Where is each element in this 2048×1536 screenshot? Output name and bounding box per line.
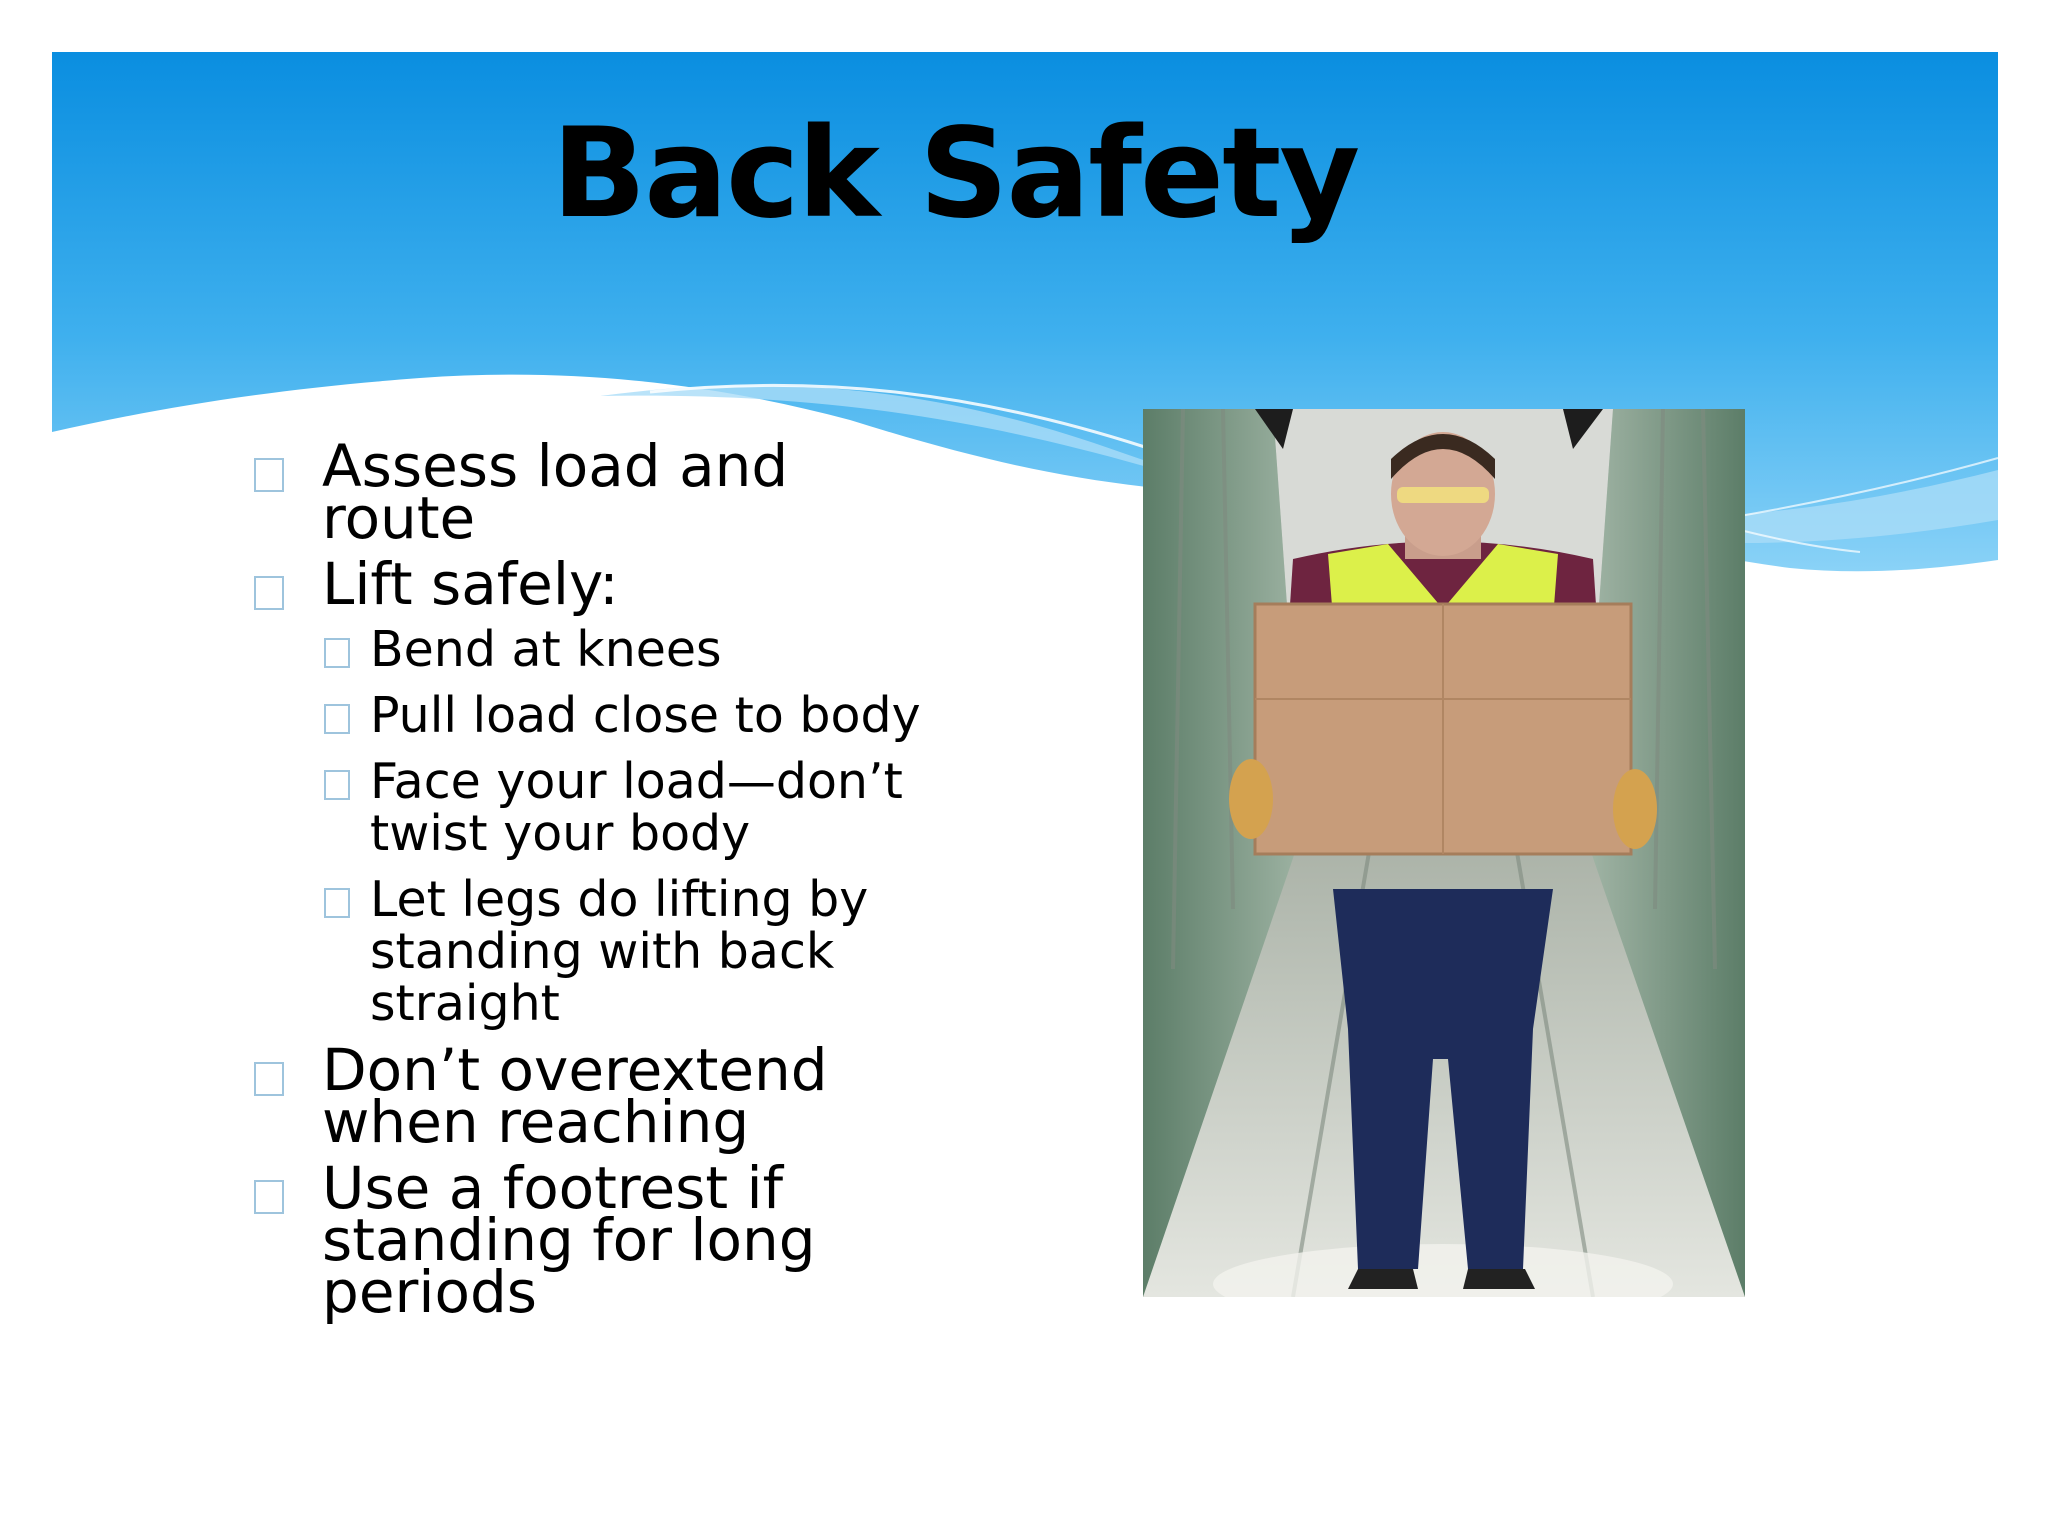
bullet-text: Don’t overextend when reaching: [322, 1036, 828, 1156]
worker-lifting-box-photo: [1143, 409, 1745, 1297]
bullet-item: [250, 432, 950, 552]
sub-bullet-item: [250, 621, 950, 678]
bullet-text: Lift safely:: [322, 550, 619, 618]
bullet-text: Let legs do lifting by standing with back straight: [370, 871, 869, 1032]
bullet-item: [250, 1036, 950, 1156]
slide-title: Back Safety: [551, 102, 1359, 246]
sub-bullet-item: [250, 753, 950, 862]
bullet-text: Bend at knees: [370, 621, 722, 678]
bullet-box-icon: [324, 704, 350, 734]
bullet-text: Assess load and route: [322, 432, 789, 552]
bullet-box-icon: [254, 1180, 284, 1214]
bullet-text: Face your load—don’t twist your body: [370, 753, 903, 862]
bullet-item: [250, 1154, 950, 1326]
sub-bullet-item: [250, 687, 950, 744]
bullet-text: Pull load close to body: [370, 687, 921, 744]
bullet-text: Use a footrest if standing for long periods: [322, 1154, 816, 1326]
bullet-box-icon: [254, 1062, 284, 1096]
bullet-box-icon: [254, 458, 284, 492]
sub-bullet-item: [250, 871, 950, 1032]
bullet-box-icon: [324, 888, 350, 918]
bullet-list: [250, 432, 950, 1332]
bullet-item: [250, 550, 950, 618]
bullet-box-icon: [324, 638, 350, 668]
bullet-box-icon: [324, 770, 350, 800]
bullet-box-icon: [254, 576, 284, 610]
